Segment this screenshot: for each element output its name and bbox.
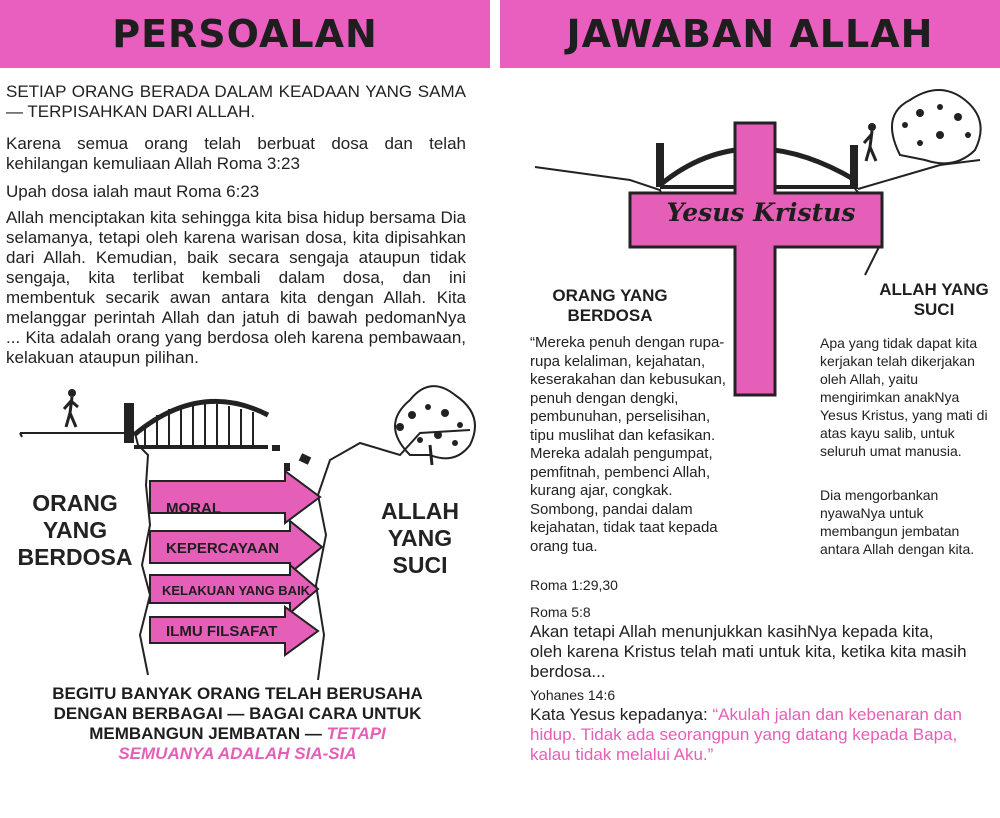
romans-5-8-text: Akan tetapi Allah menunjukkan kasihNya kepada kita, oleh karena Kristus telah mati untuk kita, ketika kita masih berdosa... [530,622,967,681]
header-persoalan: PERSOALAN [112,12,378,56]
right-label-allah-yang-suci: ALLAH YANG SUCI [879,280,989,319]
intro-text: SETIAP ORANG BERADA DALAM KEADAAN YANG SAMA — TERPISAHKAN DARI ALLAH. [6,82,466,121]
summary-text: BEGITU BANYAK ORANG TELAH BERUSAHA DENGAN BERBAGAI — BAGAI CARA UNTUK MEMBANGUN JEMBATAN — TETAPI SEMUANYA ADALAH SIA-SIA [52,684,423,763]
header-jawaban-allah: JAWABAN ALLAH [566,12,934,56]
plank-label-kepercayaan: KEPERCAYAAN [166,540,280,557]
cross-label-yesus-kristus: Yesus Kristus [666,198,856,227]
summary-emphasis: TETAPI SEMUANYA ADALAH SIA-SIA [118,724,386,763]
romans-1-29-quote: “Mereka penuh dengan rupa-rupa kelaliman, kejahatan, keserakahan dan kebusukan, penuh dengan dengki, pembunuhan, perselisihan, tipu muslihat dan kefasikan. Mereka adalah pengumpat, pemfitnah, pembenci Allah, kurang ajar, congkak. Sombong, pandai dalam kejahatan, tidak taat kepada orang tua. [530,334,726,555]
plank-label-moral: MORAL [166,500,221,517]
right-label-orang-yang-berdosa: ORANG YANG BERDOSA [552,286,668,325]
god-text-2: Dia mengorbankan nyawaNya untuk membangun jembatan antara Allah dengan kita. [820,487,975,557]
god-text-1: Apa yang tidak dapat kita kerjakan telah dikerjakan oleh Allah, yaitu mengirimkan anakNya Yesus Kristus, yang mati di atas kayu salib, untuk seluruh umat manusia. [820,335,988,459]
label-orang-yang-berdosa: ORANG YANG BERDOSA [17,490,133,570]
header-banner-right [500,0,1000,68]
john-14-6-quote: “Akulah jalan dan kebenaran dan hidup. Tidak ada seorangpun yang datang kepada Bapa, kalau tidak melalui Aku.” [530,705,962,764]
romans-1-29-ref: Roma 1:29,30 [530,577,618,593]
tree-icon [892,90,981,163]
header-banner-left [0,0,490,68]
tree-icon [395,386,475,465]
person-walking-icon [864,123,876,161]
label-allah-yang-suci: ALLAH YANG SUCI [381,498,459,578]
separation-text: Allah menciptakan kita sehingga kita bisa hidup bersama Dia selamanya, tetapi oleh karena warisan dosa, kita dipisahkan dari Allah. Kemudian, baik secara sengaja ataupun tidak sengaja, kita terlibat kembali dalam dosa, dan ini membentuk secarik awan antara kita dengan Allah. Kita melanggar perintah Allah dan jatuh di bawah pedomanNya ... Kita adalah orang yang berdosa oleh karena pembawaan, kelakuan ataupun pilihan. [6,208,466,367]
plank-label-ilmu-filsafat: ILMU FILSAFAT [166,623,278,640]
person-walking-icon [64,389,78,427]
romans-3-23-text: Karena semua orang telah berbuat dosa dan telah kehilangan kemuliaan Allah Roma 3:23 [6,134,466,173]
john-14-6-text: Kata Yesus kepadanya: “Akulah jalan dan kebenaran dan hidup. Tidak ada seorangpun yang datang kepada Bapa, kalau tidak melalui Aku.” [530,705,962,764]
romans-6-23-text: Upah dosa ialah maut Roma 6:23 [6,182,260,201]
romans-5-8-ref: Roma 5:8 [530,604,591,620]
john-14-6-ref: Yohanes 14:6 [530,687,616,703]
plank-label-kelakuan: KELAKUAN YANG BAIK [162,583,311,598]
